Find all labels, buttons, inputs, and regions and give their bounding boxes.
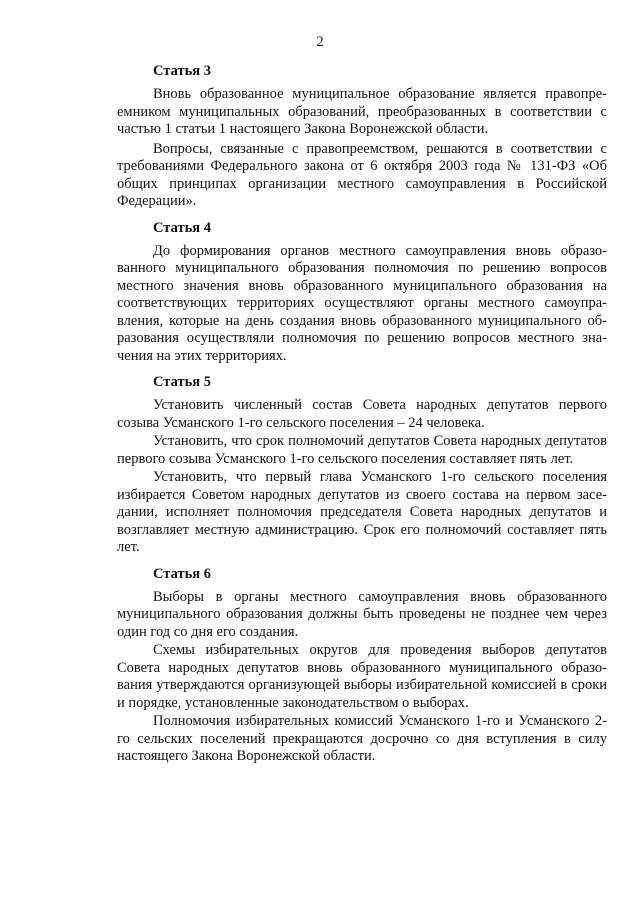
article-paragraph: Установить, что первый глава Усманского 1-го сельского поселения избирается Советом народных депутатов из своего состава на первом заседании, исполняет полномочия председателя Совета народных депутатов и возглавляет местную администрацию. Срок его полномочий составляет пять лет.: [117, 469, 607, 555]
article-title: Статья 3: [153, 63, 211, 79]
article-title: Статья 6: [153, 565, 211, 582]
article-paragraph: Установить, что срок полномочий депутатов Совета народных депутатов первого созыва Усманского 1-го сельского поселения составляет пять лет.: [117, 433, 607, 467]
article-paragraph: Вновь образованное муниципальное образование является правопреемником муниципальных образований, преобразованных в соответствии с частью 1 статьи 1 настоящего Закона Воронежской области.: [117, 86, 607, 137]
article-paragraph: До формирования органов местного самоуправления вновь образованного муниципального образования полномочия по решению вопросов местного значения вновь образованного муниципального образования на соответствующих территориях осуществляют органы местного самоуправления, которые на день создания вновь образованного муниципального образования осуществляли полномочия по решению вопросов местного значения на этих территориях.: [117, 242, 607, 364]
article-title: Статья 5: [153, 374, 211, 390]
article-3: [117, 62, 607, 211]
page-number: 2: [316, 34, 324, 50]
article-paragraph: Полномочия избирательных комиссий Усманского 1-го и Усманского 2-го сельских поселений прекращаются досрочно со дня вступления в силу настоящего Закона Воронежской области.: [117, 713, 607, 764]
document-body: [117, 62, 607, 767]
article-paragraph: Выборы в органы местного самоуправления вновь образованного муниципального образования должны быть проведены не позднее чем через один год со дня его создания.: [117, 588, 607, 640]
article-4: [117, 219, 607, 366]
article-paragraph: Установить численный состав Совета народных депутатов первого созыва Усманского 1-го сельского поселения – 24 человека.: [117, 397, 607, 431]
article-5: [117, 373, 607, 557]
article-6: [117, 565, 607, 766]
article-paragraph: Схемы избирательных округов для проведения выборов депутатов Совета народных депутатов вновь образованного муниципального образования утверждаются организующей выборы избирательной комиссией в сроки и порядке, установленные законодательством о выборах.: [117, 642, 607, 711]
article-paragraph: Вопросы, связанные с правопреемством, решаются в соответствии с требованиями Федерального закона от 6 октября 2003 года № 131-ФЗ «Об общих принципах организации местного самоуправления в Российской Федерации».: [117, 140, 607, 209]
article-title: Статья 4: [153, 219, 211, 236]
